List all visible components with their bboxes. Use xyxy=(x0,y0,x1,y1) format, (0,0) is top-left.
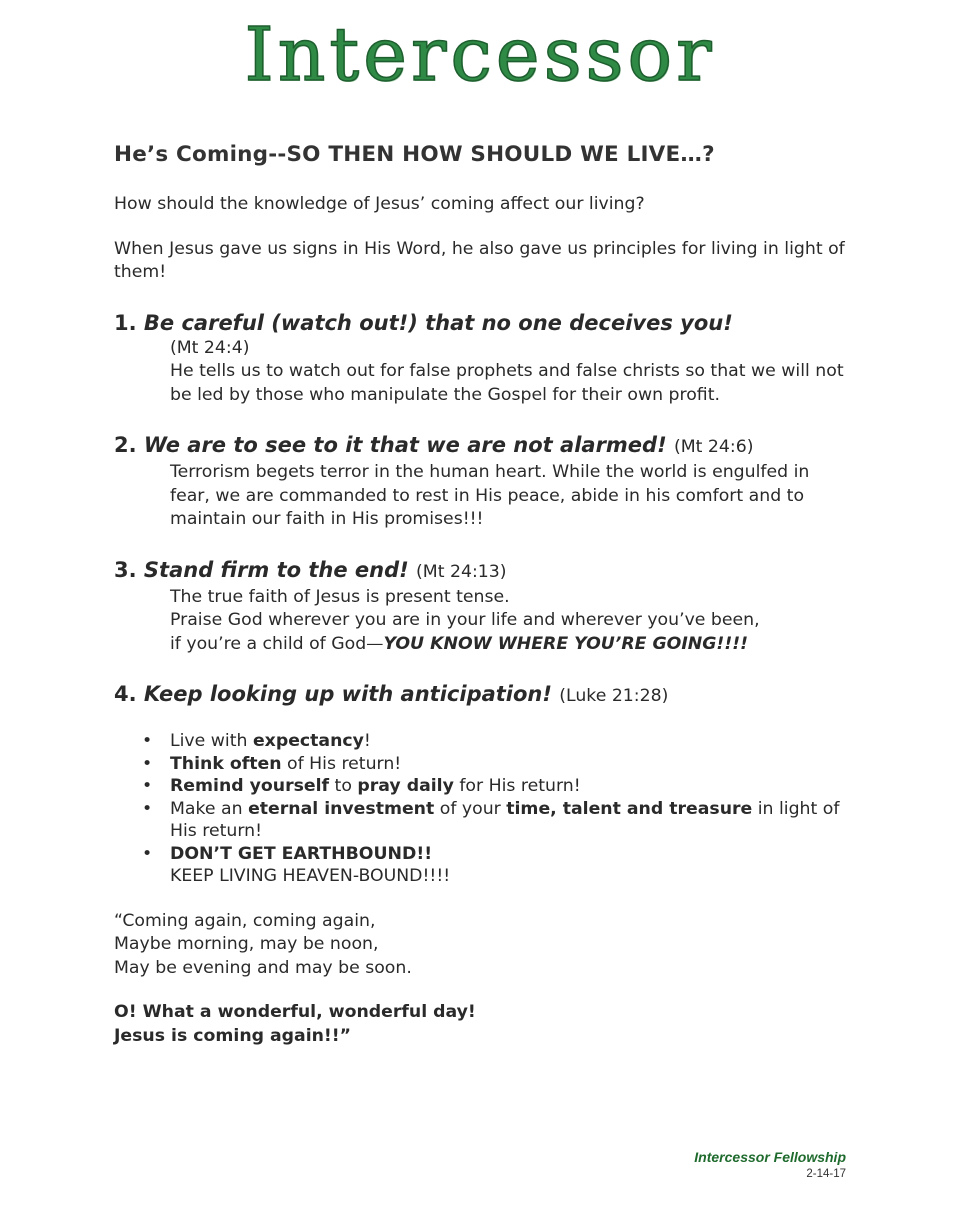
closing-line: O! What a wonderful, wonderful day! xyxy=(114,1002,476,1022)
bullet-icon: • xyxy=(142,753,153,774)
list-item: • Live with expectancy! xyxy=(142,731,371,751)
point-4 xyxy=(114,680,854,710)
intro-statement: When Jesus gave us signs in His Word, he also gave us principles for living in light of them! xyxy=(114,238,845,282)
point-heading xyxy=(114,680,854,710)
point-2 xyxy=(114,431,854,532)
list-item: • Think often of His return! xyxy=(142,753,402,774)
footer xyxy=(694,1149,846,1180)
bullet-icon: • xyxy=(142,731,153,751)
closing-line: Jesus is coming again!!” xyxy=(114,1025,352,1046)
point-text: He tells us to watch out for false prophets and false christs so that we will not be led by those who manipulate the Gospel for their own profit. xyxy=(170,361,844,405)
point-number: 2. xyxy=(114,433,137,457)
point-reference: (Luke 21:28) xyxy=(559,686,669,706)
point-number: 3. xyxy=(114,557,137,582)
point-3 xyxy=(114,556,854,657)
song-line: “Coming again, coming again, xyxy=(114,910,376,931)
point-title: Stand firm to the end! xyxy=(143,557,409,582)
song-lyrics xyxy=(114,910,854,981)
point-emphasis: YOU KNOW WHERE YOU’RE GOING!!!! xyxy=(383,633,748,654)
point-title: We are to see to it that we are not alarmed! xyxy=(143,433,667,457)
point-title: Be careful (watch out!) that no one deceives you! xyxy=(143,310,733,335)
point-heading xyxy=(114,309,854,337)
point-heading xyxy=(114,556,854,586)
point-text-line: Praise God wherever you are in your life and wherever you’ve been, xyxy=(170,610,760,630)
point-number: 1. xyxy=(114,310,137,335)
point-number: 4. xyxy=(114,682,137,706)
point-title: Keep looking up with anticipation! xyxy=(143,682,552,706)
list-item: • Remind yourself to pray daily for His return! xyxy=(142,776,581,796)
intro-question: How should the knowledge of Jesus’ coming affect our living? xyxy=(114,194,645,214)
song-line: Maybe morning, may be noon, xyxy=(114,934,379,954)
masthead-logo: Intercessor xyxy=(244,12,716,98)
bullet-icon: • xyxy=(142,843,153,864)
footer-date: 2-14-17 xyxy=(806,1168,846,1180)
list-item: • Make an eternal investment of your time, talent and treasure in light of His return! xyxy=(142,798,840,841)
song-line: May be evening and may be soon. xyxy=(114,957,412,978)
point-reference: (Mt 24:4) xyxy=(170,337,250,358)
list-item: • DON’T GET EARTHBOUND!! KEEP LIVING HEAVEN-BOUND!!!! xyxy=(142,843,451,886)
footer-org: Intercessor Fellowship xyxy=(694,1149,846,1165)
closing-lines xyxy=(114,1001,854,1048)
point-reference: (Mt 24:13) xyxy=(416,561,507,582)
point-text-prefix: if you’re a child of God— xyxy=(170,633,384,654)
point-text-line xyxy=(170,633,854,657)
bullet-list xyxy=(114,730,854,888)
point-text: Terrorism begets terror in the human heart. While the world is engulfed in fear, we are commanded to rest in His peace, abide in his comfort and to maintain our faith in His promises!!! xyxy=(170,462,810,529)
page-title: He’s Coming--SO THEN HOW SHOULD WE LIVE…? xyxy=(114,142,715,167)
point-reference: (Mt 24:6) xyxy=(673,437,754,457)
bullet-icon: • xyxy=(142,798,153,819)
bullet-icon: • xyxy=(142,776,153,796)
point-1 xyxy=(114,309,854,408)
point-text-line: The true faith of Jesus is present tense. xyxy=(170,586,510,607)
point-heading xyxy=(114,431,854,461)
document-body xyxy=(114,142,854,1048)
